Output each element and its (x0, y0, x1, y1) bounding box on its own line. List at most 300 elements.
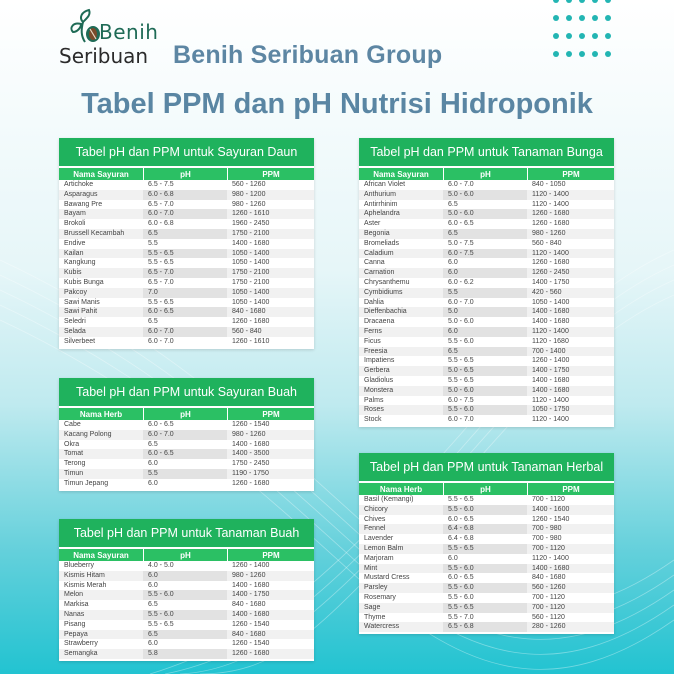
plant-name-cell: Bawang Pre (64, 200, 103, 208)
ppm-cell: 1260 - 1680 (532, 259, 570, 267)
plant-name-cell: Fennel (364, 525, 386, 533)
table-row (59, 440, 314, 450)
ph-cell: 6.0 (143, 639, 227, 649)
table-title: Tabel pH dan PPM untuk Tanaman Bunga (359, 138, 614, 166)
brand-group-name: Benih Seribuan Group (173, 41, 443, 69)
ppm-cell: 1260 - 1400 (532, 357, 570, 365)
ph-cell: 5.5 - 6.0 (443, 593, 527, 603)
table-row (59, 327, 314, 337)
ppm-cell: 840 - 1680 (232, 308, 266, 316)
plant-name-cell: Strawberry (64, 640, 98, 648)
plant-name-cell: Selada (64, 327, 86, 335)
ph-cell: 5.5 - 6.0 (443, 505, 527, 515)
ph-cell: 6.0 - 6.5 (443, 515, 527, 525)
table-row (359, 415, 614, 425)
ph-cell: 5.5 - 6.0 (143, 590, 227, 600)
ph-cell: 5.0 - 6.0 (443, 317, 527, 327)
plant-name-cell: Lavender (364, 535, 394, 543)
ppm-cell: 1750 - 2100 (232, 229, 270, 237)
ph-cell: 6.5 (443, 200, 527, 210)
column-header-name: Nama Sayuran (73, 170, 129, 179)
plant-name-cell: Semangka (64, 650, 98, 658)
table-row (59, 278, 314, 288)
plant-name-cell: Impatiens (364, 357, 395, 365)
table-row (359, 288, 614, 298)
table-row (59, 590, 314, 600)
plant-name-cell: Sawi Pahit (64, 308, 98, 316)
table-body (59, 420, 314, 491)
table-tanaman-buah (59, 519, 314, 661)
ph-cell: 6.0 (443, 327, 527, 337)
plant-name-cell: Kismis Hitam (64, 571, 105, 579)
table-row (359, 495, 614, 505)
table-row (359, 209, 614, 219)
plant-name-cell: Mustard Cress (364, 574, 410, 582)
ph-cell: 5.5 - 6.0 (443, 583, 527, 593)
ppm-cell: 700 - 1400 (532, 347, 566, 355)
ph-cell: 5.5 - 6.0 (443, 405, 527, 415)
ppm-cell: 560 - 1260 (532, 584, 566, 592)
table-row (359, 190, 614, 200)
table-row (359, 298, 614, 308)
column-header-ph: pH (143, 168, 227, 180)
table-row (59, 561, 314, 571)
decorative-dots (553, 0, 623, 60)
table-row (359, 515, 614, 525)
ph-cell: 5.5 - 6.5 (143, 249, 227, 259)
ph-cell: 6.0 - 7.0 (443, 298, 527, 308)
ppm-cell: 560 - 1260 (232, 181, 266, 188)
table-row (359, 268, 614, 278)
ppm-cell: 840 - 1680 (232, 630, 266, 638)
plant-name-cell: Monstera (364, 386, 394, 394)
plant-name-cell: Pakcoy (64, 288, 87, 296)
plant-name-cell: Chives (364, 515, 386, 523)
ppm-cell: 1400 - 1680 (232, 610, 270, 618)
ph-cell: 5.0 - 6.0 (443, 386, 527, 396)
ppm-cell: 980 - 1260 (232, 430, 266, 438)
plant-name-cell: Bayam (64, 210, 86, 218)
ph-cell: 5.8 (143, 649, 227, 659)
table-row (59, 190, 314, 200)
plant-name-cell: Aster (364, 220, 381, 228)
leaf-seed-icon (67, 8, 101, 44)
ppm-cell: 1400 - 1680 (532, 386, 570, 394)
table-body (359, 495, 614, 634)
ppm-cell: 1190 - 1750 (232, 469, 269, 477)
plant-name-cell: Sage (364, 603, 381, 611)
plant-name-cell: Carnation (364, 269, 395, 277)
ppm-cell: 1260 - 1400 (232, 562, 270, 569)
ppm-cell: 1400 - 1680 (232, 581, 270, 589)
ph-cell: 6.0 - 6.5 (143, 449, 227, 459)
ph-cell: 6.0 - 7.5 (443, 396, 527, 406)
ph-cell: 5.0 - 6.0 (443, 190, 527, 200)
table-row (59, 449, 314, 459)
ppm-cell: 1050 - 1400 (532, 298, 570, 306)
table-row (59, 209, 314, 219)
ph-cell: 6.5 - 7.5 (143, 180, 227, 190)
plant-name-cell: Dieffenbachia (364, 308, 407, 316)
plant-name-cell: Kacang Polong (64, 430, 112, 438)
table-row (359, 564, 614, 574)
ppm-cell: 1260 - 1540 (232, 620, 270, 628)
ph-cell: 5.5 - 6.0 (443, 564, 527, 574)
ph-cell: 6.4 - 6.8 (443, 534, 527, 544)
plant-name-cell: Sawi Manis (64, 298, 100, 306)
table-row (359, 347, 614, 357)
ph-cell: 5.0 (443, 307, 527, 317)
table-row (59, 317, 314, 327)
ppm-cell: 700 - 1120 (532, 593, 565, 601)
ppm-cell: 1260 - 1610 (232, 337, 270, 345)
table-row (359, 544, 614, 554)
table-row (59, 649, 314, 659)
table-row (59, 219, 314, 229)
column-header-ph: pH (443, 483, 527, 495)
ppm-cell: 980 - 1200 (232, 190, 266, 198)
plant-name-cell: Asparagus (64, 190, 98, 198)
ppm-cell: 1050 - 1400 (232, 259, 270, 267)
ph-cell: 6.0 (143, 459, 227, 469)
column-header-ph: pH (443, 168, 527, 180)
ppm-cell: 1400 - 1680 (532, 376, 570, 384)
plant-name-cell: Mint (364, 564, 378, 572)
ph-cell: 6.0 - 7.0 (143, 337, 227, 347)
table-row (59, 239, 314, 249)
table-row (359, 613, 614, 623)
ppm-cell: 1260 - 1540 (232, 421, 270, 428)
table-row (359, 317, 614, 327)
plant-name-cell: Chrysanthemu (364, 278, 410, 286)
table-row (359, 337, 614, 347)
ph-cell: 6.0 - 7.0 (143, 430, 227, 440)
plant-name-cell: Kubis (64, 269, 82, 277)
benih-seribuan-logo (57, 4, 157, 66)
table-row (59, 180, 314, 190)
plant-name-cell: Markisa (64, 601, 89, 609)
column-header-ph: pH (143, 408, 227, 420)
table-row (359, 258, 614, 268)
table-header-row (59, 406, 314, 420)
ph-cell: 6.5 (143, 229, 227, 239)
table-row (359, 249, 614, 259)
ph-cell: 6.0 (443, 258, 527, 268)
ph-cell: 6.0 - 6.5 (443, 573, 527, 583)
plant-name-cell: Begonia (364, 229, 390, 237)
column-header-ppm: PPM (227, 168, 314, 180)
plant-name-cell: Chicory (364, 505, 388, 513)
ppm-cell: 980 - 1260 (232, 571, 266, 579)
table-header-row (359, 481, 614, 495)
table-sayuran-daun (59, 138, 314, 349)
ppm-cell: 840 - 1680 (232, 601, 266, 609)
page-title: Tabel PPM dan pH Nutrisi Hidroponik (81, 88, 593, 120)
plant-name-cell: Kismis Merah (64, 581, 107, 589)
ph-cell: 5.5 - 6.5 (143, 258, 227, 268)
table-row (59, 258, 314, 268)
table-row (59, 298, 314, 308)
table-row (359, 278, 614, 288)
ph-cell: 6.0 (143, 581, 227, 591)
ph-cell: 5.5 (443, 288, 527, 298)
ph-cell: 6.0 - 7.0 (443, 180, 527, 190)
ph-cell: 6.0 - 6.5 (143, 307, 227, 317)
ph-cell: 6.0 (443, 268, 527, 278)
ppm-cell: 560 - 840 (532, 239, 562, 247)
table-row (59, 469, 314, 479)
ph-cell: 5.0 - 7.5 (443, 239, 527, 249)
table-row (359, 603, 614, 613)
ph-cell: 6.0 - 6.5 (143, 420, 227, 430)
table-row (59, 600, 314, 610)
ppm-cell: 1120 - 1400 (532, 190, 569, 198)
ppm-cell: 560 - 840 (232, 327, 262, 335)
ppm-cell: 1260 - 1680 (532, 220, 570, 228)
column-header-ppm: PPM (227, 408, 314, 420)
ph-cell: 5.5 (143, 239, 227, 249)
plant-name-cell: Gerbera (364, 367, 390, 375)
table-row (359, 376, 614, 386)
ph-cell: 6.5 - 6.8 (443, 622, 527, 632)
ppm-cell: 1120 - 1400 (532, 416, 569, 424)
ppm-cell: 700 - 1120 (532, 544, 565, 552)
ph-cell: 6.5 (143, 440, 227, 450)
ph-cell: 5.5 - 6.5 (143, 620, 227, 630)
ph-cell: 5.5 (143, 469, 227, 479)
ph-cell: 6.5 - 7.0 (143, 278, 227, 288)
ppm-cell: 1120 - 1400 (532, 200, 569, 208)
ph-cell: 6.0 (143, 479, 227, 489)
ph-cell: 6.0 - 6.8 (143, 190, 227, 200)
table-row (59, 610, 314, 620)
ph-cell: 6.4 - 6.8 (443, 524, 527, 534)
ppm-cell: 1050 - 1750 (532, 406, 570, 414)
ph-cell: 6.0 - 7.0 (143, 209, 227, 219)
table-row (59, 639, 314, 649)
plant-name-cell: Timun Jepang (64, 479, 109, 487)
column-header-ppm: PPM (227, 549, 314, 561)
column-header-name: Nama Herb (79, 410, 123, 419)
column-header-name: Nama Sayuran (73, 551, 129, 560)
ph-cell: 5.5 - 7.0 (443, 613, 527, 623)
table-row (359, 396, 614, 406)
plant-name-cell: Parsley (364, 584, 388, 592)
plant-name-cell: African Violet (364, 181, 406, 188)
table-row (359, 200, 614, 210)
plant-name-cell: Silverbeet (64, 337, 96, 345)
ppm-cell: 1400 - 1680 (532, 318, 570, 326)
plant-name-cell: Endive (64, 239, 86, 247)
ppm-cell: 1120 - 1400 (532, 396, 569, 404)
ppm-cell: 1400 - 1600 (532, 505, 570, 513)
ppm-cell: 1400 - 1680 (232, 440, 270, 448)
ph-cell: 6.0 (443, 554, 527, 564)
ph-cell: 6.5 - 7.0 (143, 268, 227, 278)
plant-name-cell: Kubis Bunga (64, 278, 104, 286)
ppm-cell: 560 - 1120 (532, 613, 565, 621)
ppm-cell: 1400 - 3500 (232, 450, 270, 458)
table-row (59, 249, 314, 259)
plant-name-cell: Blueberry (64, 562, 94, 569)
ph-cell: 6.0 - 7.5 (443, 249, 527, 259)
plant-name-cell: Lemon Balm (364, 544, 404, 552)
table-header-row (359, 166, 614, 180)
ph-cell: 5.0 - 6.5 (443, 366, 527, 376)
table-row (359, 593, 614, 603)
table-row (59, 459, 314, 469)
ph-cell: 5.5 - 6.5 (443, 376, 527, 386)
ppm-cell: 1400 - 1750 (232, 591, 270, 599)
ph-cell: 5.5 - 6.5 (143, 298, 227, 308)
plant-name-cell: Thyme (364, 613, 386, 621)
plant-name-cell: Ficus (364, 337, 381, 345)
plant-name-cell: Roses (364, 406, 384, 414)
ppm-cell: 1120 - 1400 (532, 554, 569, 562)
plant-name-cell: Timun (64, 469, 84, 477)
plant-name-cell: Melon (64, 591, 84, 599)
column-header-ppm: PPM (527, 168, 614, 180)
column-header-ppm: PPM (527, 483, 614, 495)
table-row (359, 405, 614, 415)
ppm-cell: 1400 - 1680 (232, 239, 270, 247)
ph-cell: 6.5 (443, 229, 527, 239)
ppm-cell: 1750 - 2100 (232, 278, 270, 286)
table-row (359, 583, 614, 593)
table-row (359, 554, 614, 564)
plant-name-cell: Pepaya (64, 630, 88, 638)
plant-name-cell: Okra (64, 440, 80, 448)
table-row (59, 229, 314, 239)
ppm-cell: 1260 - 1540 (232, 640, 270, 648)
table-tanaman-bunga (359, 138, 614, 427)
ppm-cell: 700 - 1120 (532, 496, 565, 503)
plant-name-cell: Gladiolus (364, 376, 394, 384)
table-title: Tabel pH dan PPM untuk Tanaman Buah (59, 519, 314, 547)
plant-name-cell: Brussell Kecambah (64, 229, 125, 237)
ppm-cell: 1050 - 1400 (232, 288, 270, 296)
column-header-name: Nama Sayuran (373, 170, 429, 179)
plant-name-cell: Rosemary (364, 593, 396, 601)
ppm-cell: 1120 - 1680 (532, 337, 569, 345)
plant-name-cell: Canna (364, 259, 385, 267)
plant-name-cell: Brokoli (64, 220, 86, 228)
ph-cell: 4.0 - 5.0 (143, 561, 227, 571)
table-row (359, 239, 614, 249)
ppm-cell: 1260 - 1680 (532, 210, 570, 218)
ph-cell: 6.0 - 7.0 (143, 327, 227, 337)
ppm-cell: 1260 - 1610 (232, 210, 270, 218)
ph-cell: 5.5 - 6.5 (443, 544, 527, 554)
table-header-row (59, 166, 314, 180)
table-row (359, 327, 614, 337)
table-body (59, 561, 314, 661)
ph-cell: 5.5 - 6.5 (443, 356, 527, 366)
ph-cell: 6.5 (443, 347, 527, 357)
ph-cell: 6.5 (143, 600, 227, 610)
plant-name-cell: Caladium (364, 249, 394, 257)
plant-name-cell: Tomat (64, 450, 84, 458)
table-body (359, 180, 614, 427)
table-row (359, 366, 614, 376)
table-row (359, 505, 614, 515)
table-sayuran-buah (59, 378, 314, 491)
ppm-cell: 1400 - 1680 (532, 564, 570, 572)
table-row (359, 524, 614, 534)
ph-cell: 5.5 - 6.5 (443, 603, 527, 613)
ppm-cell: 980 - 1260 (232, 200, 266, 208)
table-row (59, 581, 314, 591)
ppm-cell: 1120 - 1400 (532, 327, 569, 335)
table-row (359, 229, 614, 239)
plant-name-cell: Bromeliads (364, 239, 400, 247)
column-header-ph: pH (143, 549, 227, 561)
ph-cell: 6.0 - 6.8 (143, 219, 227, 229)
table-row (359, 386, 614, 396)
table-title: Tabel pH dan PPM untuk Sayuran Daun (59, 138, 314, 166)
table-row (359, 622, 614, 632)
ph-cell: 5.5 - 6.0 (443, 337, 527, 347)
table-row (59, 337, 314, 347)
plant-name-cell: Seledri (64, 318, 86, 326)
table-row (59, 420, 314, 430)
ph-cell: 6.0 - 6.5 (443, 219, 527, 229)
ph-cell: 6.5 (143, 630, 227, 640)
table-body (59, 180, 314, 349)
ppm-cell: 1400 - 1750 (532, 367, 570, 375)
table-row (59, 268, 314, 278)
plant-name-cell: Marjoram (364, 554, 394, 562)
ppm-cell: 1050 - 1400 (232, 298, 270, 306)
plant-name-cell: Nanas (64, 610, 85, 618)
ph-cell: 6.0 (143, 571, 227, 581)
ppm-cell: 1120 - 1400 (532, 249, 569, 257)
plant-name-cell: Dahlia (364, 298, 384, 306)
table-title: Tabel pH dan PPM untuk Tanaman Herbal (359, 453, 614, 481)
ppm-cell: 700 - 980 (532, 525, 562, 533)
ppm-cell: 1260 - 1540 (532, 515, 570, 523)
plant-name-cell: Aphelandra (364, 210, 400, 218)
ph-cell: 6.5 - 7.0 (143, 200, 227, 210)
table-row (59, 479, 314, 489)
ph-cell: 6.0 - 7.0 (443, 415, 527, 425)
ppm-cell: 1260 - 1680 (232, 479, 270, 487)
ppm-cell: 1960 - 2450 (232, 220, 270, 228)
table-row (359, 356, 614, 366)
ppm-cell: 1260 - 1680 (232, 318, 270, 326)
table-row (359, 219, 614, 229)
ppm-cell: 1050 - 1400 (232, 249, 270, 257)
plant-name-cell: Anthurium (364, 190, 396, 198)
table-tanaman-herbal (359, 453, 614, 634)
table-row (359, 573, 614, 583)
ppm-cell: 980 - 1260 (532, 229, 566, 237)
table-header-row (59, 547, 314, 561)
ppm-cell: 1750 - 2450 (232, 460, 270, 468)
plant-name-cell: Basil (Kemangi) (364, 496, 414, 503)
table-row (59, 288, 314, 298)
plant-name-cell: Kangkung (64, 259, 96, 267)
ppm-cell: 1400 - 1680 (532, 308, 570, 316)
ppm-cell: 700 - 980 (532, 535, 562, 543)
ph-cell: 5.5 - 6.0 (143, 610, 227, 620)
plant-name-cell: Palms (364, 396, 384, 404)
plant-name-cell: Artichoke (64, 181, 94, 188)
plant-name-cell: Cymbidiums (364, 288, 403, 296)
ppm-cell: 280 - 1260 (532, 623, 566, 631)
table-row (359, 534, 614, 544)
table-row (359, 180, 614, 190)
